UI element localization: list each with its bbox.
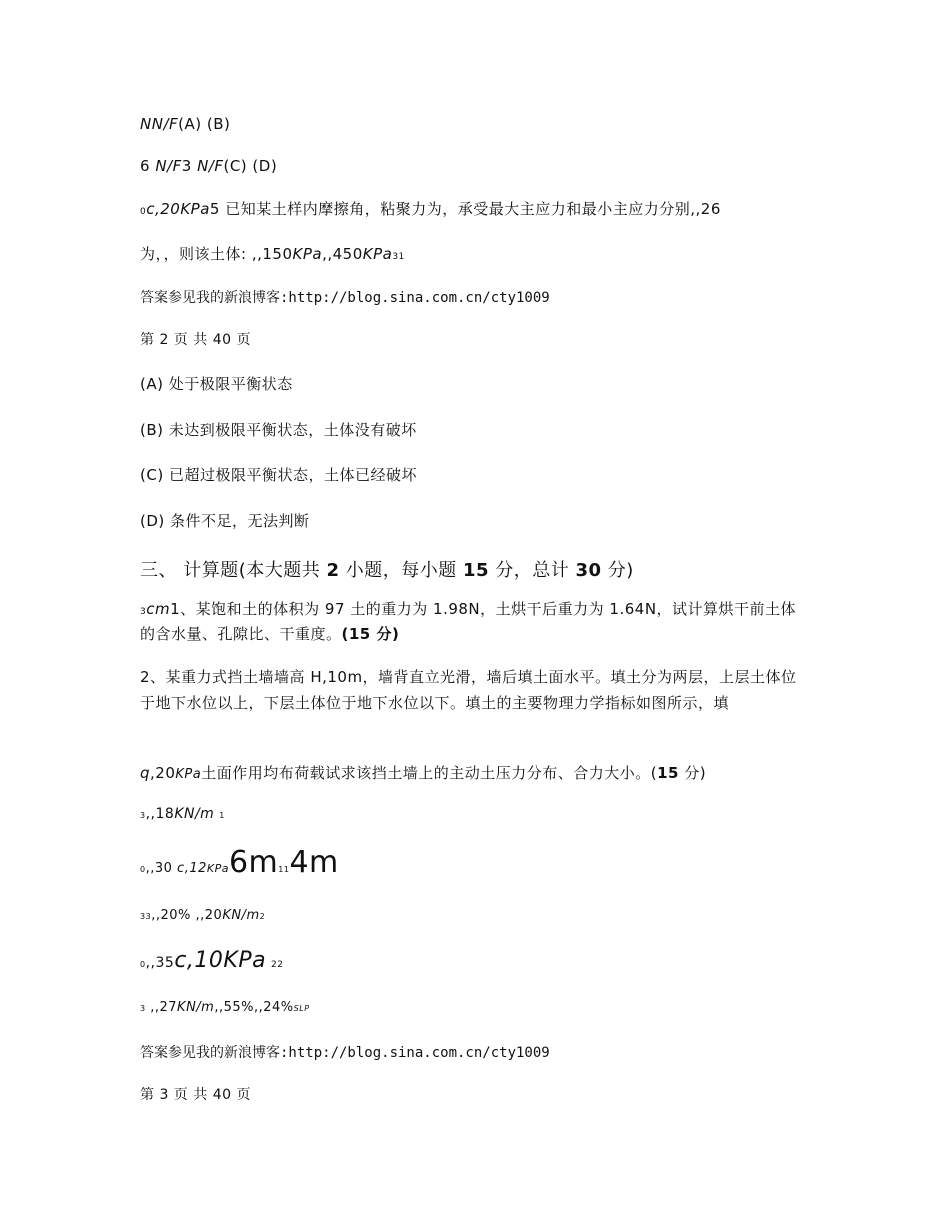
heading-text: 小题，每小题	[339, 560, 463, 581]
option-c: (C) 已超过极限平衡状态，土体已经破坏	[140, 466, 417, 484]
heading-text: 三、 计算题(本大题共	[140, 560, 327, 581]
formula-part: 6	[140, 157, 151, 175]
option-a: (A) 处于极限平衡状态	[140, 375, 293, 393]
subscript: 33	[140, 912, 152, 921]
soil-param-4	[140, 948, 284, 973]
subscript: 3	[140, 1004, 146, 1013]
formula-part: q	[140, 764, 151, 782]
formula-part: c,10	[174, 948, 224, 973]
question-text: 土面作用均布荷载试求该挡土墙上的主动土压力分布、合力大小。(	[201, 764, 658, 782]
formula-part: 3	[181, 157, 192, 175]
unit: KPa	[362, 245, 393, 263]
formula-part: ,,27	[150, 1000, 178, 1015]
question-2: 2、某重力式挡土墙墙高 H,10m，墙背直立光滑，墙后填土面水平。填土分为两层，上层土体位于地下水位以上，下层土体位于地下水位以下。填土的主要物理力学指标如图所示，填	[140, 668, 797, 712]
height-label: 4m	[289, 845, 339, 880]
heading-number: 2	[326, 560, 340, 581]
formula-part: ,,35	[145, 955, 175, 971]
heading-number: 15	[462, 560, 490, 581]
subscript: SLP	[293, 1004, 310, 1013]
subscript: 31	[392, 252, 405, 262]
unit: KPa	[175, 767, 202, 782]
question-5-line1	[140, 198, 721, 219]
formula-part: c,20	[146, 200, 181, 218]
height-label: 6m	[228, 845, 279, 880]
option-d: (D) 条件不足，无法判断	[140, 512, 310, 530]
subscript: 2	[259, 912, 266, 921]
question-text: 分)	[678, 764, 707, 782]
formula-part: ,,55%,,24%	[214, 1000, 294, 1015]
unit: KN/m	[174, 806, 215, 822]
subscript: 3	[140, 607, 147, 617]
unit: KPa	[180, 200, 210, 218]
heading-text: 分)	[601, 560, 634, 581]
unit: KN/m	[177, 1000, 215, 1015]
answer-options-cd	[140, 157, 277, 175]
options-label: (A) (B)	[178, 115, 231, 133]
unit: KPa	[206, 862, 229, 875]
question-text: 为，，则该土体: ,,150	[140, 245, 293, 263]
question-2-load	[140, 762, 706, 783]
blog-footer: 答案参见我的新浪博客:http://blog.sina.com.cn/cty1009	[140, 290, 550, 306]
unit: KN/m	[222, 908, 260, 923]
subscript: 0	[140, 960, 146, 969]
options-label: (C) (D)	[223, 157, 278, 175]
section-heading	[140, 556, 634, 582]
formula-part: ,,20%	[151, 908, 191, 923]
unit: KPa	[292, 245, 323, 263]
unit: cm	[146, 600, 171, 618]
question-1	[140, 598, 805, 645]
subscript: 3	[140, 811, 146, 820]
soil-param-2	[140, 845, 339, 880]
unit: KPa	[223, 948, 267, 973]
soil-param-5	[140, 1000, 310, 1015]
subscript: 0	[140, 865, 146, 874]
question-text: 5 已知某土样内摩擦角，粘聚力为，承受最大主应力和最小主应力分别,,26	[209, 200, 721, 218]
answer-options-ab	[140, 115, 230, 133]
score: (15 分)	[341, 625, 400, 643]
page-number: 第 3 页 共 40 页	[140, 1087, 251, 1103]
subscript: 11	[278, 865, 290, 874]
formula-part: ,,30	[145, 861, 173, 876]
page-number: 第 2 页 共 40 页	[140, 332, 251, 348]
formula-part: N/F	[197, 157, 224, 175]
subscript: 0	[140, 207, 147, 217]
score: 15	[657, 764, 679, 782]
subscript: 1	[219, 811, 225, 820]
heading-number: 30	[575, 560, 602, 581]
blog-footer: 答案参见我的新浪博客:http://blog.sina.com.cn/cty1009	[140, 1045, 550, 1061]
formula-part: c,12	[177, 861, 207, 876]
formula-part: ,,450	[322, 245, 363, 263]
subscript: 22	[271, 960, 284, 970]
option-b: (B) 未达到极限平衡状态，土体没有破坏	[140, 421, 417, 439]
soil-param-1	[140, 806, 225, 822]
question-5-line2	[140, 243, 405, 264]
formula-part: ,20	[150, 764, 176, 782]
formula-nn-f: NN/F	[140, 115, 179, 133]
question-text: 1、某饱和土的体积为 97 土的重力为 1.98N，土烘干后重力为 1.64N，试计算烘干前土体的含水量、孔隙比、干重度。	[140, 600, 797, 643]
formula-part: N/F	[155, 157, 182, 175]
formula-part: ,,18	[145, 806, 175, 822]
heading-text: 分，总计	[489, 560, 576, 581]
formula-part: ,,20	[195, 908, 223, 923]
soil-param-3	[140, 908, 265, 923]
